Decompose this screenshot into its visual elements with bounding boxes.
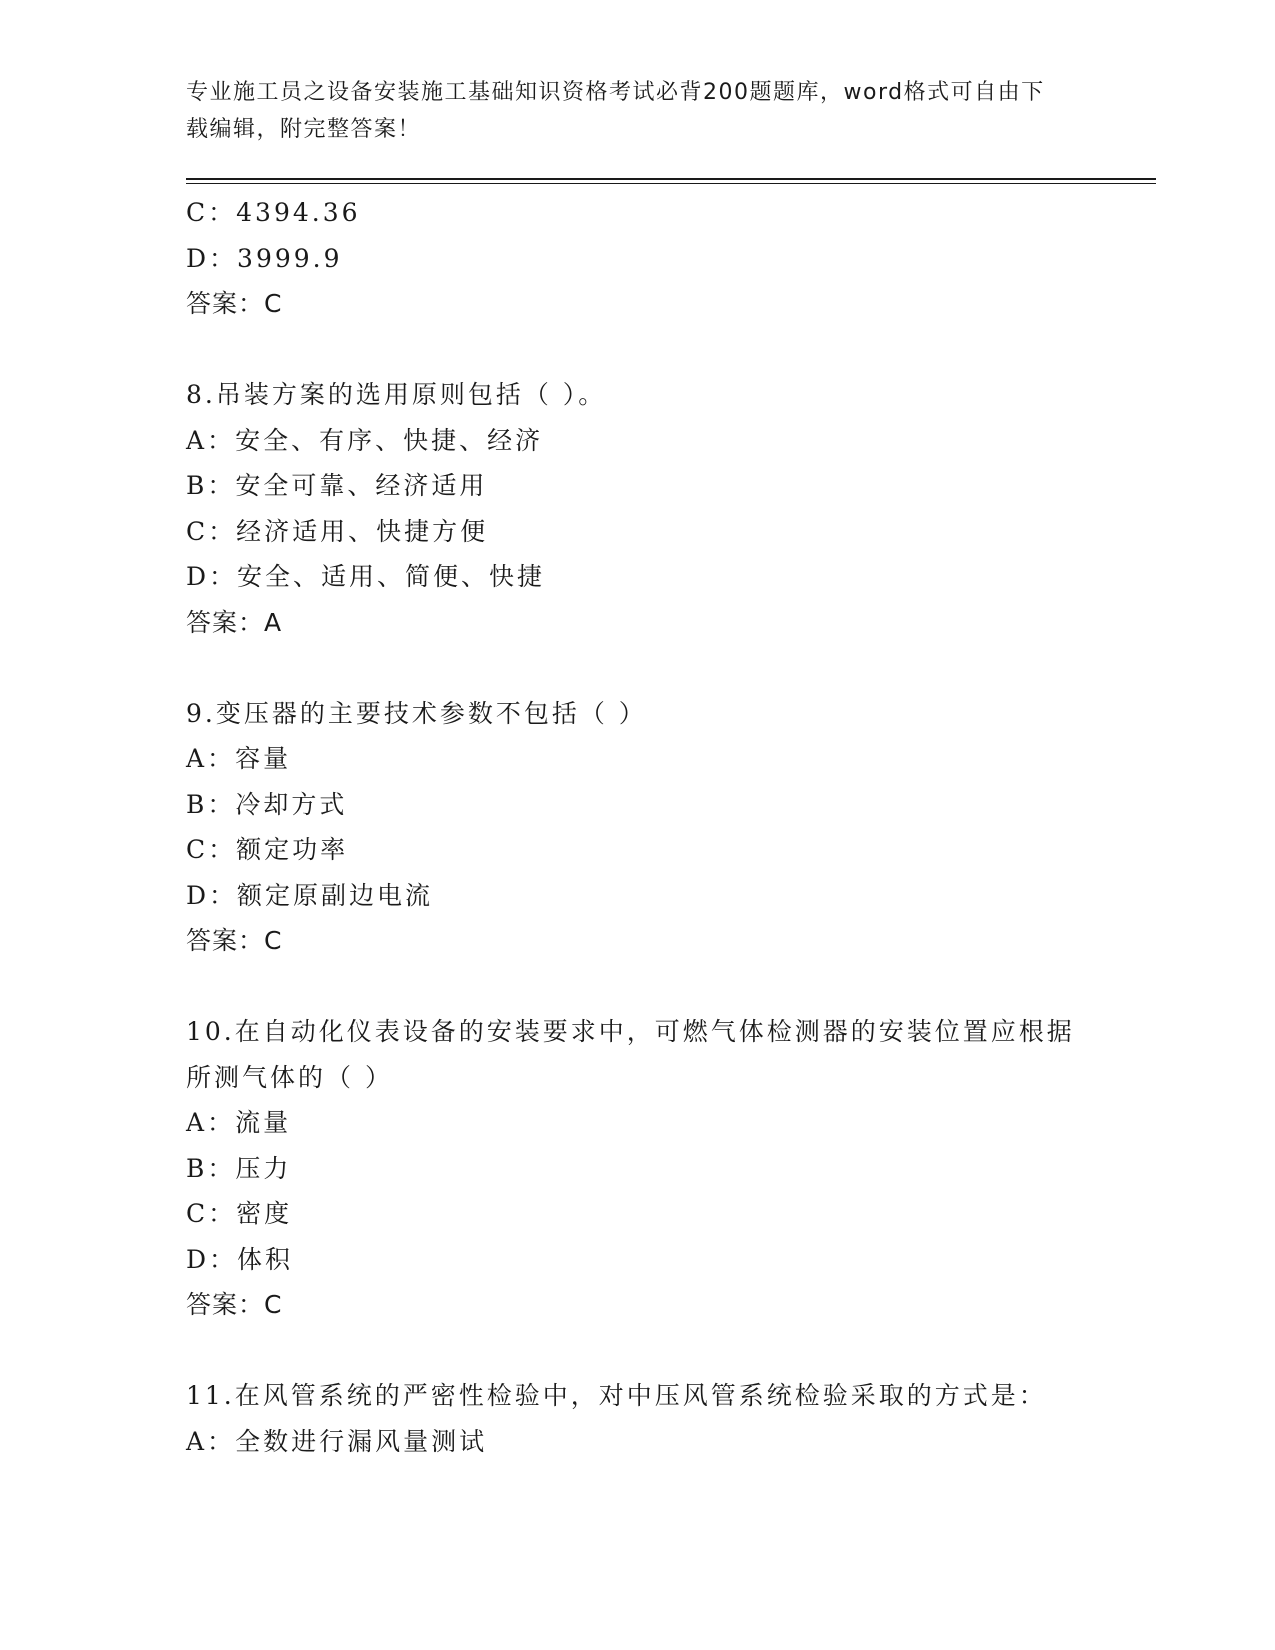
option-line [186,873,1086,919]
option-line [186,1237,1086,1283]
option-line [186,236,1086,282]
option-line [186,1191,1086,1237]
option-line [186,190,1086,236]
page-header: 专业施工员之设备安装施工基础知识资格考试必背200题题库，word格式可自由下载编辑，附完整答案！ [186,80,1045,142]
answer-line: 答案：C [186,1290,283,1319]
option-label: A： [186,1108,236,1137]
option-text: 密度 [236,1199,293,1228]
option-text: 安全可靠、经济适用 [235,471,488,500]
answer-line: 答案：C [186,926,283,955]
option-label: A： [186,744,236,773]
option-label: B： [186,471,236,500]
option-text: 3999.9 [237,243,343,273]
option-label: D： [186,562,238,591]
option-line [186,736,1086,782]
option-label: C： [186,1199,237,1228]
option-line [186,1100,1086,1146]
option-label: D： [186,1244,238,1274]
option-label: C： [186,835,237,864]
option-text: 全数进行漏风量测试 [235,1426,488,1456]
option-text: 容量 [235,744,292,773]
option-label: C： [186,198,237,227]
spacer [186,327,1086,373]
option-label: A： [186,425,236,455]
option-line [186,554,1086,600]
spacer [186,1328,1086,1374]
question-stem: 11.在风管系统的严密性检验中，对中压风管系统检验采取的方式是： [186,1381,1047,1410]
option-label: B： [186,1153,236,1183]
option-line [186,1146,1086,1192]
option-text: 体积 [237,1244,294,1274]
option-label: D： [186,880,238,910]
option-line [186,1419,1086,1465]
question-stem: 10.在自动化仪表设备的安装要求中，可燃气体检测器的安装位置应根据所测气体的（ ） [186,1017,1075,1092]
option-text: 安全、有序、快捷、经济 [235,425,544,455]
option-text: 冷却方式 [235,789,348,819]
option-label: B： [186,789,236,819]
question-stem: 8.吊装方案的选用原则包括（ ）。 [186,380,607,409]
answer-line: 答案：C [186,289,283,318]
answer-line: 答案：A [186,607,283,637]
option-text: 额定功率 [236,835,349,864]
option-label: C： [186,516,237,546]
option-label: D： [186,243,238,273]
option-text: 经济适用、快捷方便 [236,516,489,546]
option-text: 额定原副边电流 [237,880,434,910]
question-stem: 9.变压器的主要技术参数不包括（ ） [186,698,647,728]
option-text: 4394.36 [236,198,361,227]
option-text: 流量 [235,1108,292,1137]
question-list [186,190,1086,1464]
spacer [186,964,1086,1010]
option-line [186,509,1086,555]
option-line [186,827,1086,873]
option-text: 压力 [235,1153,292,1183]
option-line [186,418,1086,464]
header-divider [186,178,1156,184]
option-text: 安全、适用、简便、快捷 [237,562,546,591]
option-line [186,782,1086,828]
option-line [186,463,1086,509]
spacer [186,645,1086,691]
option-label: A： [186,1426,236,1456]
